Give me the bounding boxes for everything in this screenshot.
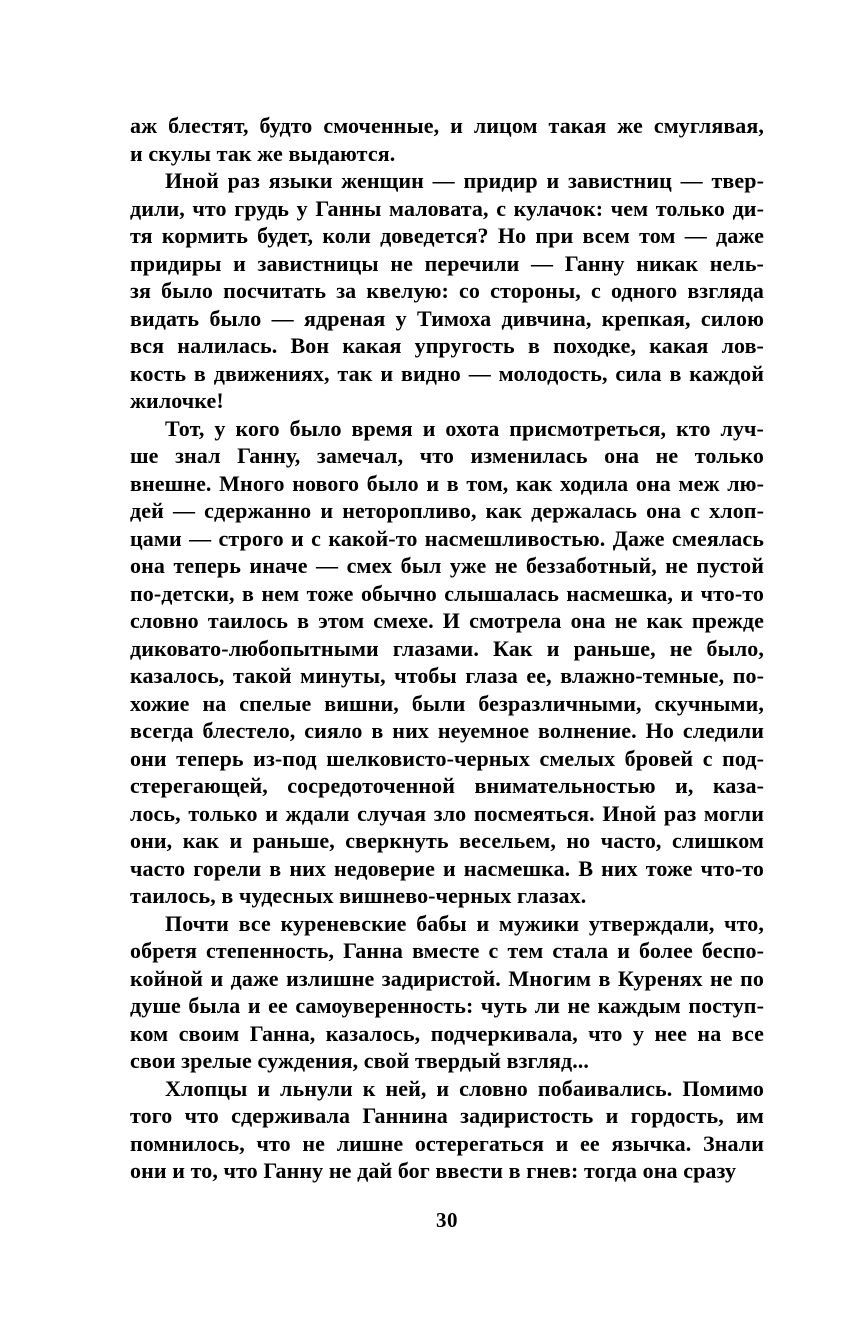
- text-line: дили, что грудь у Ганны маловата, с кулачок: чем только ди-: [130, 195, 764, 221]
- text-line: кость в движениях, так и видно — молодость, сила в каждой: [130, 360, 764, 386]
- paragraph: [130, 910, 764, 1075]
- text-line: койной и даже излишне задиристой. Многим в Куренях не по: [130, 965, 764, 991]
- text-line: казалось, такой минуты, чтобы глаза ее, влажно-темные, по-: [130, 663, 764, 688]
- text-line: по-детски, в нем тоже обычно слышалась насмешка, и что-то: [130, 580, 764, 606]
- text-line: хожие на спелые вишни, были безразличными, скучными,: [130, 690, 764, 716]
- text-line: цами — строго и с какой-то насмешливостью. Даже смеялась: [130, 525, 764, 551]
- text-line: свои зрелые суждения, свой твердый взгляд...: [130, 1048, 589, 1073]
- text-line: Хлопцы и льнули к ней, и словно побаивались. Помимо: [165, 1075, 764, 1101]
- text-line: они и то, что Ганну не дай бог ввести в гнев: тогда она сразу: [130, 1158, 737, 1183]
- text-line: Иной раз языки женщин — придир и завистниц — твер-: [165, 168, 764, 193]
- text-line: они теперь из-под шелковисто-черных смелых бровей с под-: [130, 745, 764, 771]
- text-line: Тот, у кого было время и охота присмотреться, кто луч-: [165, 415, 764, 441]
- text-line: обретя степенность, Ганна вместе с тем стала и более беспо-: [130, 938, 764, 963]
- text-line: часто горели в них недоверие и насмешка. В них тоже что-то: [130, 855, 764, 881]
- text-line: зя было посчитать за квелую: со стороны, с одного взгляда: [130, 278, 764, 303]
- text-line: душе была и ее самоуверенность: чуть ли не каждым поступ-: [130, 993, 764, 1018]
- text-line: жилочке!: [130, 388, 224, 413]
- text-line: видать было — ядреная у Тимоха дивчина, крепкая, силою: [130, 305, 764, 331]
- paragraph: [130, 415, 764, 910]
- page-number: 30: [436, 1208, 458, 1232]
- text-line: они, как и раньше, сверкнуть весельем, но часто, слишком: [130, 828, 764, 853]
- text-line: того что сдерживала Ганнина задиристость и гордость, им: [130, 1103, 764, 1128]
- text-line: придиры и завистницы не перечили — Ганну никак нель-: [130, 250, 764, 276]
- text-line: лось, только и ждали случая зло посмеяться. Иной раз могли: [130, 800, 764, 826]
- text-line: ком своим Ганна, казалось, подчеркивала, что у нее на все: [130, 1020, 764, 1046]
- text-line: Почти все куреневские бабы и мужики утверждали, что,: [165, 910, 764, 936]
- text-line: она теперь иначе — смех был уже не беззаботный, не пустой: [130, 553, 764, 578]
- text-line: дей — сдержанно и неторопливо, как держалась она с хлоп-: [130, 498, 764, 523]
- text-line: словно таилось в этом смехе. И смотрела она не как прежде: [130, 608, 764, 633]
- text-line: помнилось, что не лишне остерегаться и ее язычка. Знали: [130, 1130, 764, 1156]
- text-line: диковато-любопытными глазами. Как и раньше, не было,: [130, 635, 764, 661]
- paragraph: [130, 112, 764, 167]
- text-block: [130, 112, 764, 1185]
- text-line: тя кормить будет, коли доведется? Но при всем том — даже: [130, 223, 764, 248]
- paragraph: [130, 167, 764, 415]
- text-line: и скулы так же выдаются.: [130, 140, 396, 166]
- page-footer: [130, 1208, 764, 1233]
- text-line: вся налилась. Вон какая упругость в походке, какая лов-: [130, 333, 764, 358]
- text-line: аж блестят, будто смоченные, и лицом такая же смуглявая,: [130, 113, 764, 138]
- text-line: таилось, в чудесных вишнево-черных глазах.: [130, 883, 587, 908]
- text-line: всегда блестело, сияло в них неуемное волнение. Но следили: [130, 718, 764, 743]
- text-line: внешне. Много нового было и в том, как ходила она меж лю-: [130, 470, 764, 496]
- paragraph: [130, 1075, 764, 1185]
- text-line: стерегающей, сосредоточенной внимательностью и, каза-: [130, 773, 764, 798]
- text-line: ше знал Ганну, замечал, что изменилась она не только: [130, 443, 764, 468]
